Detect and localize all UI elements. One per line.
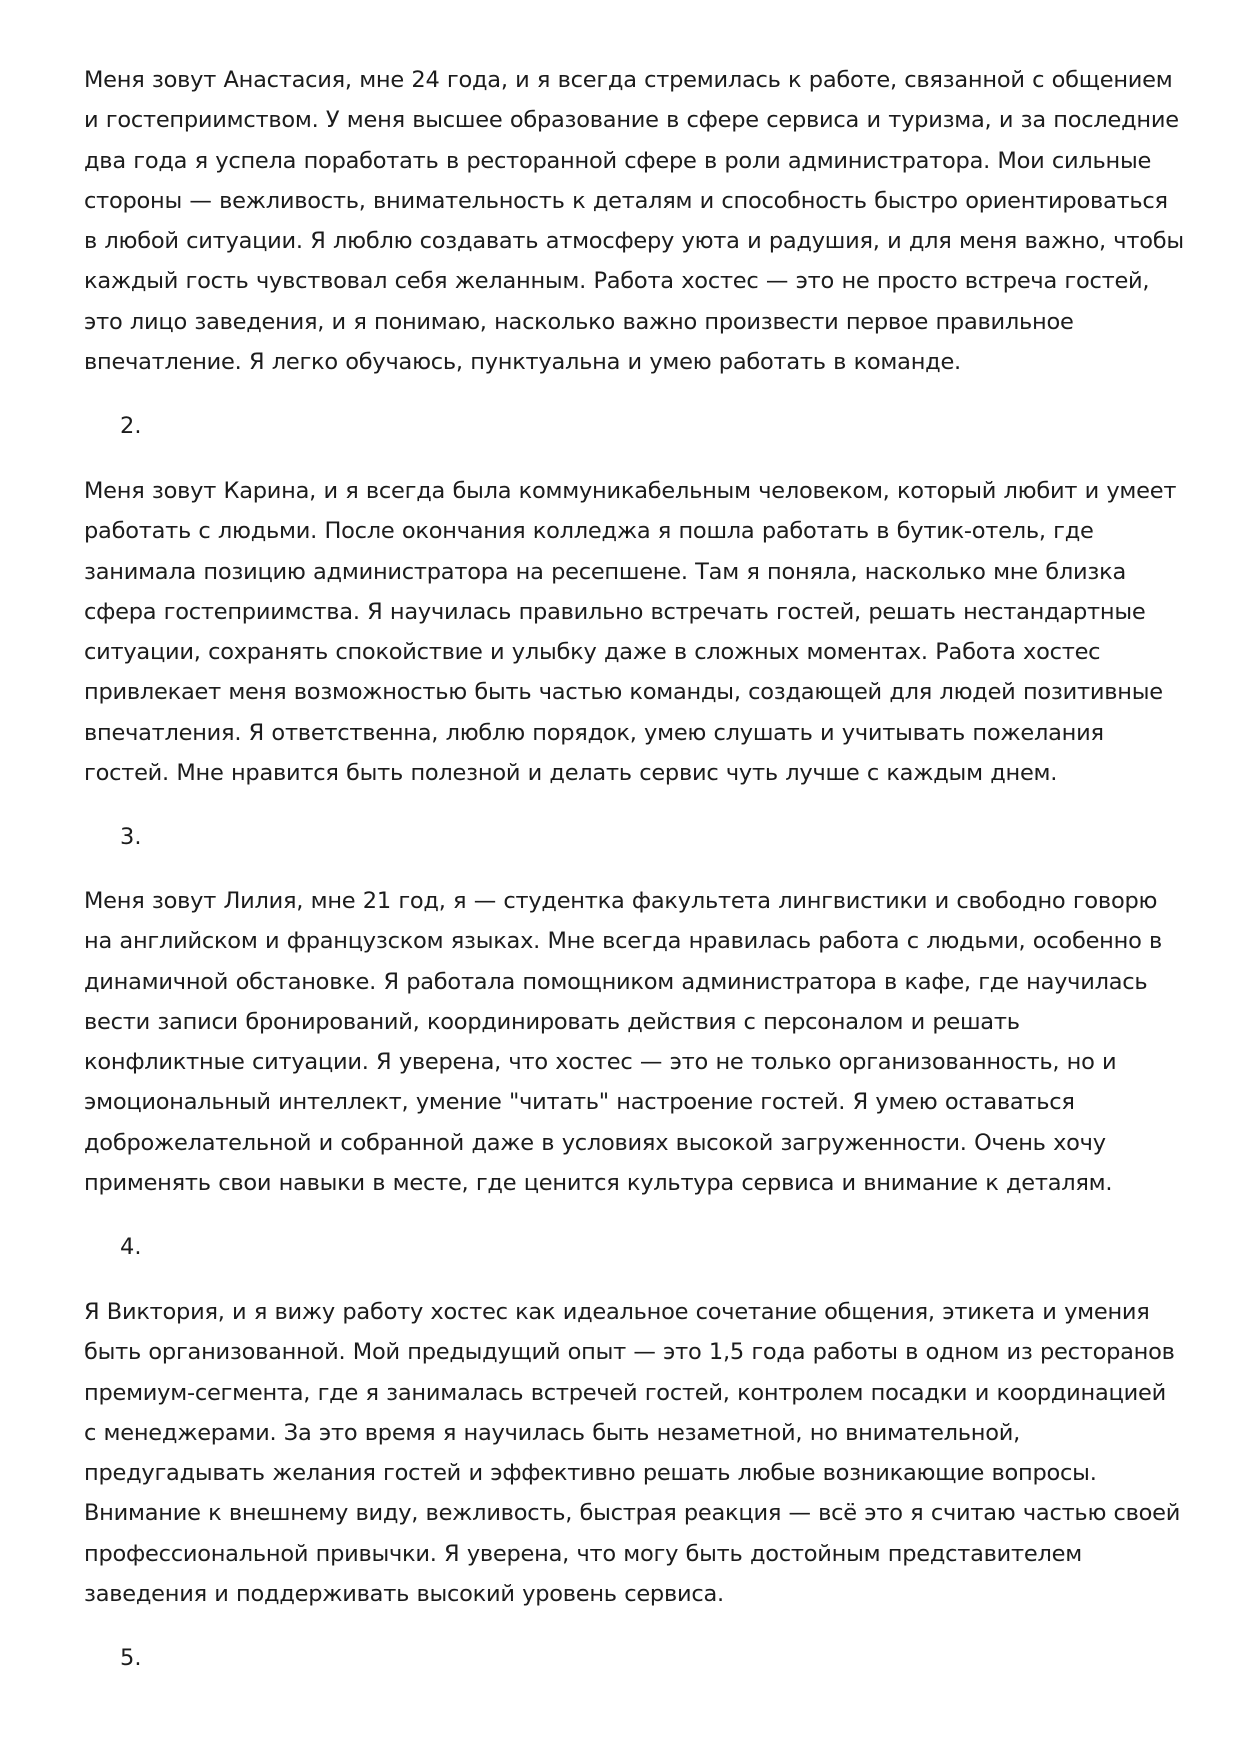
paragraph-karina: Меня зовут Карина, и я всегда была коммуникабельным человеком, который любит и умеет работать с людьми. После окончания колледжа я пошла работать в бутик-отель, где занимала позицию администратора на ресепшене. Там я поняла, насколько мне близка сфера гостеприимства. Я научилась правильно встречать гостей, решать нестандартные ситуации, сохранять спокойствие и улыбку даже в сложных моментах. Работа хостес привлекает меня возможностью быть частью команды, создающей для людей позитивные впечатления. Я ответственна, люблю порядок, умею слушать и учитывать пожелания гостей. Мне нравится быть полезной и делать сервис чуть лучше с каждым днем. [84, 478, 1177, 787]
list-number-4: 4. [120, 1234, 142, 1260]
list-number-3: 3. [120, 824, 142, 850]
list-number-5: 5. [120, 1645, 142, 1671]
paragraph-anastasia: Меня зовут Анастасия, мне 24 года, и я всегда стремилась к работе, связанной с общением и гостеприимством. У меня высшее образование в сфере сервиса и туризма, и за последние два года я успела поработать в ресторанной сфере в роли администратора. Мои сильные стороны — вежливость, внимательность к деталям и способность быстро ориентироваться в любой ситуации. Я люблю создавать атмосферу уюта и радушия, и для меня важно, чтобы каждый гость чувствовал себя желанным. Работа хостес — это не просто встреча гостей, это лицо заведения, и я понимаю, насколько важно произвести первое правильное впечатление. Я легко обучаюсь, пунктуальна и умею работать в команде. [84, 67, 1184, 376]
list-number-2: 2. [120, 413, 142, 439]
paragraph-liliya: Меня зовут Лилия, мне 21 год, я — студентка факультета лингвистики и свободно говорю на английском и французском языках. Мне всегда нравилась работа с людьми, особенно в динамичной обстановке. Я работала помощником администратора в кафе, где научилась вести записи бронирований, координировать действия с персоналом и решать конфликтные ситуации. Я уверена, что хостес — это не только организованность, но и эмоциональный интеллект, умение "читать" настроение гостей. Я умею оставаться доброжелательной и собранной даже в условиях высокой загруженности. Очень хочу применять свои навыки в месте, где ценится культура сервиса и внимание к деталям. [84, 888, 1163, 1197]
paragraph-viktoriya: Я Виктория, и я вижу работу хостес как идеальное сочетание общения, этикета и умения быть организованной. Мой предыдущий опыт — это 1,5 года работы в одном из ресторанов премиум-сегмента, где я занималась встречей гостей, контролем посадки и координацией с менеджерами. За это время я научилась быть незаметной, но внимательной, предугадывать желания гостей и эффективно решать любые возникающие вопросы. Внимание к внешнему виду, вежливость, быстрая реакция — всё это я считаю частью своей профессиональной привычки. Я уверена, что могу быть достойным представителем заведения и поддерживать высокий уровень сервиса. [84, 1299, 1181, 1608]
